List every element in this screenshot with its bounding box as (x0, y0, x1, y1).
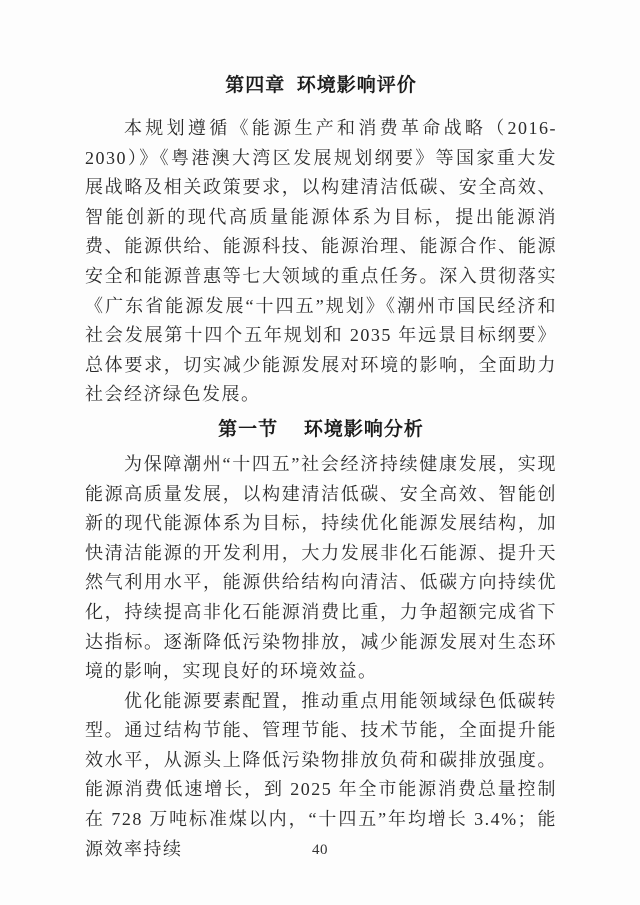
chapter-title: 第四章 环境影响评价 (225, 75, 417, 96)
intro-paragraph: 本规划遵循《能源生产和消费革命战略（2016-2030）》《粤港澳大湾区发展规划纲要》等国家重大发展战略及相关政策要求，以构建清洁低碳、安全高效、智能创新的现代高质量能源体系为目标，提出能源消费、能源供给、能源科技、能源治理、能源合作、能源安全和能源普惠等七大领域的重点任务。深入贯彻落实《广东省能源发展“十四五”规划》《潮州市国民经济和社会发展第十四个五年规划和 2035 年远景目标纲要》总体要求，切实减少能源发展对环境的影响，全面助力社会经济绿色发展。 (85, 118, 557, 405)
body-paragraph-2: 优化能源要素配置，推动重点用能领域绿色低碳转型。通过结构节能、管理节能、技术节能，全面提升能效水平，从源头上降低污染物排放负荷和碳排放强度。能源消费低速增长，到 2025 年全市能源消费总量控制在 728 万吨标准煤以内，“十四五”年均增长 3.4%；能源效率持续 (85, 690, 557, 859)
section-title: 第一节 环境影响分析 (218, 418, 424, 440)
body-paragraph-1: 为保障潮州“十四五”社会经济持续健康发展，实现能源高质量发展，以构建清洁低碳、安全高效、智能创新的现代能源体系为目标，持续优化能源发展结构，加快清洁能源的开发利用，大力发展非化石能源、提升天然气利用水平，能源供给结构向清洁、低碳方向持续优化，持续提高非化石能源消费比重，力争超额完成省下达指标。逐渐降低污染物排放，减少能源发展对生态环境的影响，实现良好的环境效益。 (85, 453, 557, 682)
page-number: 40 (312, 842, 328, 858)
